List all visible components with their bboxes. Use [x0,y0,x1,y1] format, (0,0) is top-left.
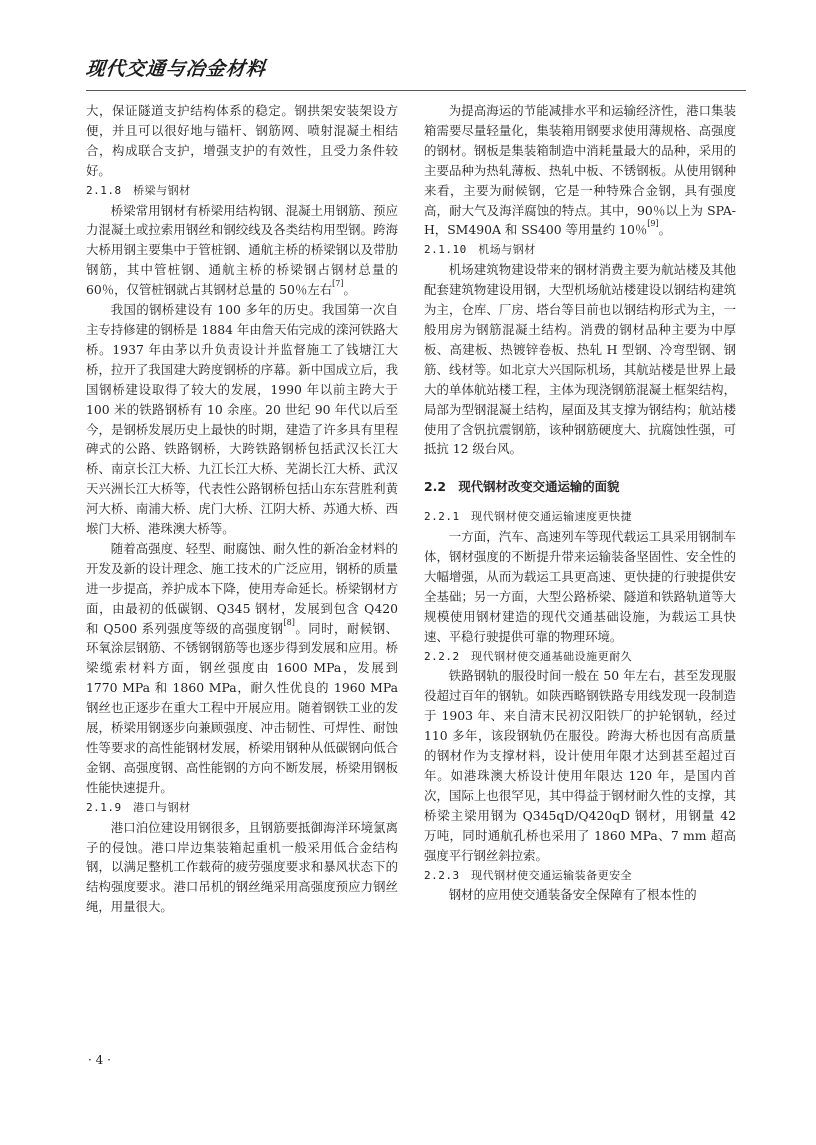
paragraph: 铁路钢轨的服役时间一般在 50 年左右，甚至发现服役超过百年的钢轨。如陕西略钢铁路专用线发现一段制造于 1903 年、来自清末民初汉阳铁厂的护轮钢轨，经过 110 多年，该段钢轨仍在服役。跨海大桥也因有高质量的钢材作为支撑材料，设计使用年限才达到甚至超过百年。如港珠澳大桥设计使用年限达 120 年，是国内首次，国际上也很罕见，其中得益于钢材耐久性的支撑，其桥梁主梁用钢为 Q345qD/Q420qD 钢材，用钢量 42 万吨，同时通航孔桥也采用了 1860 MPa、7 mm 超高强度平行钢丝斜拉索。 [424,668,736,863]
paragraph-text: 。同时，耐候钢、环氧涂层钢筋、不锈钢钢筋等也逐步得到发展和应用。桥梁缆索材料方面，钢丝强度由 1600 MPa，发展到 1770 MPa 和 1860 MPa，耐久性优良的 1960 MPa 钢丝也正逐步在重大工程中开展应用。随着钢铁工业的发展，桥梁用钢逐步向兼顾强度、冲击韧性、可焊性、耐蚀性等要求的高性能钢材发展，桥梁用钢种从低碳钢向低合金钢、高强度钢、高性能钢的方向不断发展，桥梁用钢板性能快速提升。 [86,620,399,795]
section-heading-2-2-1: 2.2.1 现代钢材使交通运输速度更快捷 [424,510,633,524]
paragraph [86,201,398,301]
paragraph: 我国的钢桥建设有 100 多年的历史。我国第一次自主专持修建的钢桥是 1884 年由詹天佑完成的滦河铁路大桥。1937 年由茅以升负责设计并监督施工了钱塘江大桥，拉开了我国建大跨度钢桥的序幕。新中国成立后，我国钢桥建设取得了较大的发展，1990 年以前主跨大于 100 米的铁路钢桥有 10 余座。20 世纪 90 年代以后至今，是钢桥发展历史上最快的时期，建造了许多具有里程碑式的公路、铁路钢桥，大跨铁路钢桥包括武汉长江大桥、南京长江大桥、九江长江大桥、芜湖长江大桥、武汉天兴洲长江大桥等，代表性公路钢桥包括山东东营胜利黄河大桥、南浦大桥、虎门大桥、江阴大桥、苏通大桥、西堠门大桥、港珠澳大桥等。 [86,302,399,537]
page-number: · 4 · [88,1053,111,1067]
paragraph [86,539,398,798]
paragraph: 一方面，汽车、高速列车等现代载运工具采用钢制车体，钢材强度的不断提升带来运输装备坚固性、安全性的大幅增强，从而为载运工具更高速、更快捷的行驶提供安全基础；另一方面，大型公路桥梁、隧道和铁路轨道等大规模使用钢材建造的现代交通基础设施，为载运工具快速、平稳行驶提供可靠的物理环境。 [424,529,736,644]
citation-9: [9] [647,219,659,229]
paragraph-text: 桥梁常用钢材有桥梁用结构钢、混凝土用钢筋、预应力混凝土或拉索用钢丝和钢绞线及各类结构用型钢。跨海大桥用钢主要集中于管桩钢、通航主桥的桥梁钢以及带肋钢筋，其中管桩钢、通航主桥的桥梁钢占钢材总量的 60％，仅管桩钢就占其钢材总量的 50％左右 [86,202,398,298]
section-heading-2-1-10: 2.1.10 机场与钢材 [424,243,536,257]
journal-logo: 现代交通与冶金材料 [84,58,268,80]
citation-7: [7] [332,279,344,289]
paragraph [424,101,736,240]
paragraph-text: 。 [343,282,356,298]
paragraph-text: 为提高海运的节能减排水平和运输经济性，港口集装箱需要尽量轻量化，集装箱用钢要求使用薄规格、高强度的钢材。钢板是集装箱制造中消耗量最大的品种，采用的主要品种为热轧薄板、热轧中板、不锈钢板。从使用钢种来看，主要为耐候钢，它是一种特殊合金钢，具有强度高，耐大气及海洋腐蚀的特点。其中，90％以上为 SPA-H，SM490A 和 SS400 等用量约 10％ [424,103,736,238]
paragraph: 机场建筑物建设带来的钢材消费主要为航站楼及其他配套建筑物建设用钢，大型机场航站楼建设以钢结构建筑为主，仓库、厂房、塔台等目前也以钢结构形式为主，一般用房为钢筋混凝土结构。消费的钢材品种主要为中厚板、高建板、热镀锌卷板、热轧 H 型钢、冷弯型钢、钢筋、线材等。如北京大兴国际机场，其航站楼是世界上最大的单体航站楼工程，主体为现浇钢筋混凝土框架结构，局部为型钢混凝土结构，屋面及其支撑为钢结构；航站楼使用了含钒抗震钢筋，该种钢筋硬度大、抗腐蚀性强，可抵抗 12 级台风。 [424,262,736,457]
paragraph-text: 随着高强度、轻型、耐腐蚀、耐久性的新冶金材料的开发及新的设计理念、施工技术的广泛应用，钢桥的质量进一步提高，养护成本下降，使用寿命延长。桥梁钢材方面，由最初的低碳钢、Q345 钢材，发展到包含 Q420 和 Q500 系列强度等级的高强度钢 [86,540,398,636]
paragraph-text: 。 [658,222,671,238]
left-column [86,101,398,917]
right-column [424,101,736,905]
section-heading-2-2: 2.2 现代钢材改变交通运输的面貌 [424,479,620,495]
section-heading-2-1-9: 2.1.9 港口与钢材 [86,800,191,814]
running-header [86,54,746,90]
paragraph: 钢材的应用使交通装备安全保障有了根本性的 [448,887,697,903]
section-heading-2-2-3: 2.2.3 现代钢材使交通运输装备更安全 [424,868,633,882]
section-heading-2-2-2: 2.2.2 现代钢材使交通基础设施更耐久 [424,649,633,663]
header-rule [86,90,746,91]
paragraph: 港口泊位建设用钢很多，且钢筋要抵御海洋环境氯离子的侵蚀。港口岸边集装箱起重机一般采用低合金结构钢，以满足整机工作载荷的疲劳强度要求和暴风状态下的结构强度要求。港口吊机的钢丝绳采用高强度预应力钢丝绳，用量很大。 [86,819,398,915]
section-heading-2-1-8: 2.1.8 桥梁与钢材 [86,183,191,197]
citation-8: [8] [283,617,295,627]
paragraph: 大，保证隧道支护结构体系的稳定。钢拱架安装架设方便，并且可以很好地与锚杆、钢筋网、喷射混凝土相结合，构成联合支护，增强支护的有效性，且受力条件较好。 [86,103,398,178]
